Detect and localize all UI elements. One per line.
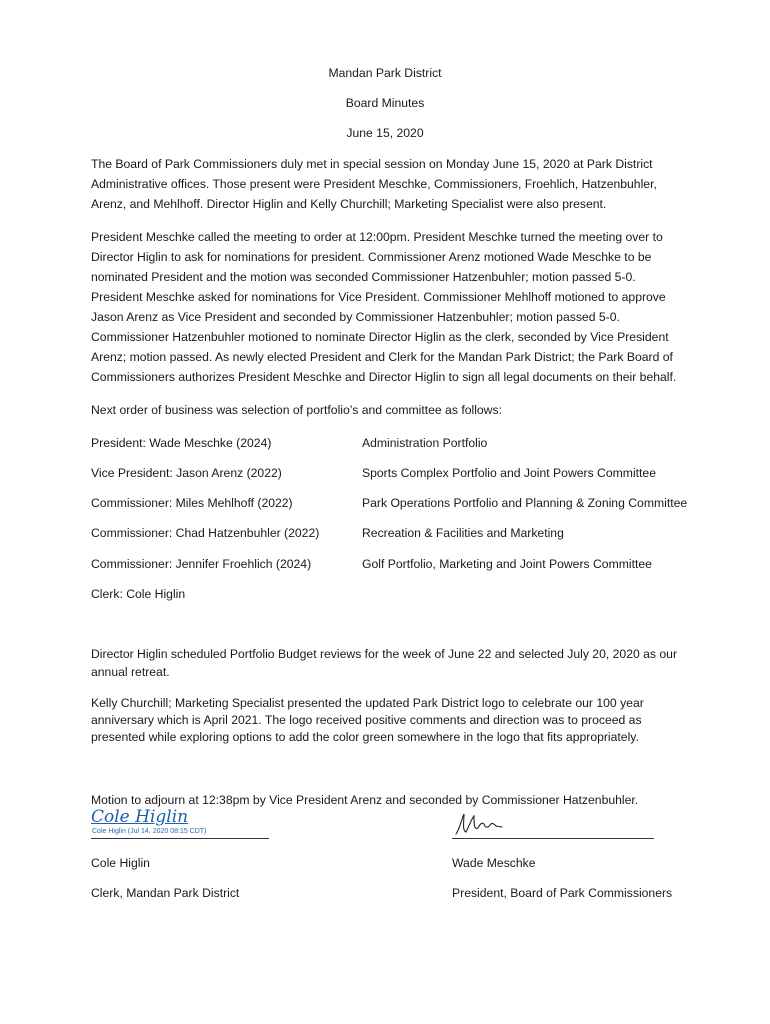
paragraph-line: nominated President and the motion was seconded Commissioner Hatzenbuhler; motion passed 5-0. [91, 270, 636, 284]
document-date: June 15, 2020 [346, 126, 424, 140]
paragraph-line: Director Higlin scheduled Portfolio Budget reviews for the week of June 22 and selected July 20, 2020 as our [91, 647, 678, 661]
document-org: Mandan Park District [328, 66, 442, 80]
paragraph-line: Administrative offices. Those present were President Meschke, Commissioners, Froehlich, Hatzenbuhler, [91, 177, 657, 191]
assignment-portfolio: Recreation & Facilities and Marketing [362, 526, 564, 540]
clerk-line: Clerk: Cole Higlin [91, 587, 186, 601]
assignment-portfolio: Golf Portfolio, Marketing and Joint Powers Committee [362, 557, 652, 571]
paragraph-line: anniversary which is April 2021. The logo received positive comments and direction was to proceed as [91, 713, 642, 727]
assignment-role: President: Wade Meschke (2024) [91, 436, 272, 450]
document-type: Board Minutes [345, 96, 425, 110]
signature-line [91, 838, 269, 839]
signature-timestamp: Cole Higlin (Jul 14, 2020 08:15 CDT) [92, 828, 207, 835]
paragraph-line: annual retreat. [91, 665, 170, 679]
signature-line [452, 838, 654, 839]
assignment-portfolio: Sports Complex Portfolio and Joint Powers Committee [362, 466, 656, 480]
assignment-role: Commissioner: Jennifer Froehlich (2024) [91, 557, 312, 571]
president-name: Wade Meschke [452, 856, 536, 870]
portfolio-intro: Next order of business was selection of portfolio’s and committee as follows: [91, 403, 502, 417]
assignment-role: Commissioner: Chad Hatzenbuhler (2022) [91, 526, 320, 540]
president-title: President, Board of Park Commissioners [452, 886, 673, 900]
paragraph-line: Director Higlin to ask for nominations for president. Commissioner Arenz motioned Wade Meschke to be [91, 250, 652, 264]
paragraph-line: President Meschke called the meeting to order at 12:00pm. President Meschke turned the meeting over to [91, 230, 663, 244]
clerk-name: Cole Higlin [91, 856, 150, 870]
assignment-portfolio: Administration Portfolio [362, 436, 488, 450]
paragraph-line: President Meschke asked for nominations for Vice President. Commissioner Mehlhoff motioned to approve [91, 290, 666, 304]
paragraph-line: Kelly Churchill; Marketing Specialist presented the updated Park District logo to celebrate our 100 year [91, 696, 644, 710]
assignment-portfolio: Park Operations Portfolio and Planning & Zoning Committee [362, 496, 688, 510]
paragraph-line: Commissioner Hatzenbuhler motioned to nominate Director Higlin as the clerk, seconded by Vice President [91, 330, 669, 344]
paragraph-line: Arenz; motion passed. As newly elected President and Clerk for the Mandan Park District; the Park Board of [91, 350, 673, 364]
president-signature-scribble [452, 810, 504, 838]
paragraph-line: Commissioners authorizes President Meschke and Director Higlin to sign all legal documents on their behalf. [91, 370, 677, 384]
paragraph-line: presented while exploring options to add the color green somewhere in the logo that fits appropriately. [91, 730, 639, 744]
paragraph-line: The Board of Park Commissioners duly met in special session on Monday June 15, 2020 at Park District [91, 157, 653, 171]
paragraph-line: Jason Arenz as Vice President and seconded by Commissioner Hatzenbuhler; motion passed 5-0. [91, 310, 620, 324]
clerk-signature: Cole Higlin [91, 807, 189, 827]
adjourn-motion: Motion to adjourn at 12:38pm by Vice President Arenz and seconded by Commissioner Hatzenbuhler. [91, 793, 639, 807]
assignment-role: Commissioner: Miles Mehlhoff (2022) [91, 496, 293, 510]
assignment-role: Vice President: Jason Arenz (2022) [91, 466, 282, 480]
paragraph-line: Arenz, and Mehlhoff. Director Higlin and Kelly Churchill; Marketing Specialist were also present. [91, 197, 607, 211]
clerk-title: Clerk, Mandan Park District [91, 886, 240, 900]
